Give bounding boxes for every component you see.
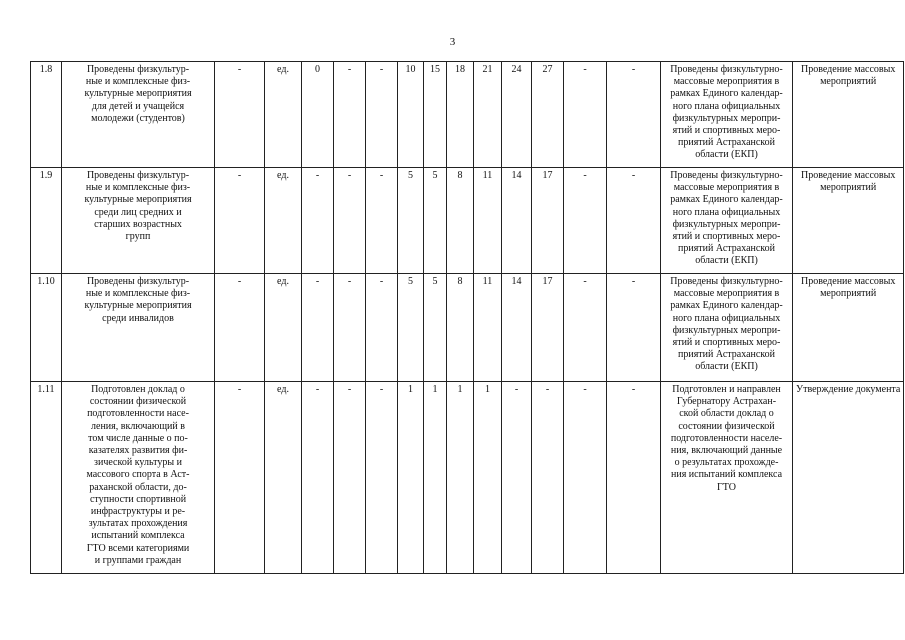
cell-unit: ед.: [265, 168, 302, 274]
cell-value: 1: [447, 382, 474, 574]
cell-value: 1: [474, 382, 502, 574]
cell-value: 0: [302, 62, 334, 168]
cell-value: -: [334, 274, 366, 382]
cell-value: 5: [424, 274, 447, 382]
cell-value: 14: [502, 168, 532, 274]
cell-value: 5: [398, 274, 424, 382]
cell-value: 8: [447, 274, 474, 382]
cell-value: -: [215, 168, 265, 274]
cell-value: 21: [474, 62, 502, 168]
cell-value: -: [366, 274, 398, 382]
cell-value: -: [334, 168, 366, 274]
table-row: [31, 382, 904, 574]
row-description: Проведены физкультур- ные и комплексные физ- культурные мероприятия для детей и учащейся молодежи (студентов): [62, 62, 215, 168]
cell-value: -: [564, 62, 607, 168]
row-number: 1.10: [31, 274, 62, 382]
cell-value: -: [334, 382, 366, 574]
cell-value: 15: [424, 62, 447, 168]
cell-value: 14: [502, 274, 532, 382]
cell-value: -: [302, 382, 334, 574]
table-row: [31, 62, 904, 168]
row-result: Проведены физкультурно- массовые мероприятия в рамках Единого календар- ного плана официальных физкультурных меропри- ятий и спортивных меро- приятий Астраханской области (ЕКП): [661, 274, 793, 382]
cell-value: -: [302, 274, 334, 382]
cell-value: -: [564, 274, 607, 382]
row-result: Подготовлен и направлен Губернатору Астрахан- ской области доклад о состоянии физической подготовленности населе- ния, включающий данные о результатах прохожде- ния испытаний комплекса ГТО: [661, 382, 793, 574]
cell-value: -: [607, 274, 661, 382]
cell-value: 17: [532, 274, 564, 382]
row-number: 1.8: [31, 62, 62, 168]
cell-value: 1: [424, 382, 447, 574]
row-number: 1.9: [31, 168, 62, 274]
cell-value: -: [607, 62, 661, 168]
cell-value: -: [334, 62, 366, 168]
cell-value: -: [607, 382, 661, 574]
cell-value: -: [215, 382, 265, 574]
cell-unit: ед.: [265, 382, 302, 574]
plan-table: [30, 61, 904, 574]
cell-value: 18: [447, 62, 474, 168]
cell-unit: ед.: [265, 62, 302, 168]
cell-value: 5: [398, 168, 424, 274]
cell-value: -: [564, 382, 607, 574]
table-row: [31, 168, 904, 274]
row-number: 1.11: [31, 382, 62, 574]
cell-value: 1: [398, 382, 424, 574]
row-description: Проведены физкультур- ные и комплексные физ- культурные мероприятия среди инвалидов: [62, 274, 215, 382]
cell-value: -: [366, 382, 398, 574]
cell-value: -: [502, 382, 532, 574]
cell-value: 27: [532, 62, 564, 168]
cell-value: 17: [532, 168, 564, 274]
cell-value: -: [366, 168, 398, 274]
cell-value: 24: [502, 62, 532, 168]
table-body: [31, 62, 904, 574]
row-result: Проведены физкультурно- массовые мероприятия в рамках Единого календар- ного плана официальных физкультурных меропри- ятий и спортивных меро- приятий Астраханской области (ЕКП): [661, 62, 793, 168]
cell-value: 11: [474, 274, 502, 382]
row-description: Подготовлен доклад о состоянии физической подготовленности насе- ления, включающий в том числе данные о по- казателях развития фи- зической культуры и массового спорта в Аст- раханской области, до- ступности спортивной инфраструктуры и ре- зультатах прохождения испытаний комплекса ГТО всеми категориями и группами граждан: [62, 382, 215, 574]
cell-value: 11: [474, 168, 502, 274]
row-action: Проведение массовых мероприятий: [793, 274, 904, 382]
cell-value: 8: [447, 168, 474, 274]
table-row: [31, 274, 904, 382]
row-action: Проведение массовых мероприятий: [793, 62, 904, 168]
cell-value: -: [215, 274, 265, 382]
cell-value: -: [607, 168, 661, 274]
cell-value: -: [532, 382, 564, 574]
cell-unit: ед.: [265, 274, 302, 382]
page-number: 3: [449, 36, 456, 48]
cell-value: -: [302, 168, 334, 274]
cell-value: -: [564, 168, 607, 274]
cell-value: 10: [398, 62, 424, 168]
row-action: Проведение массовых мероприятий: [793, 168, 904, 274]
row-description: Проведены физкультур- ные и комплексные физ- культурные мероприятия среди лиц средних и старших возрастных групп: [62, 168, 215, 274]
cell-value: -: [366, 62, 398, 168]
row-result: Проведены физкультурно- массовые мероприятия в рамках Единого календар- ного плана официальных физкультурных меропри- ятий и спортивных меро- приятий Астраханской области (ЕКП): [661, 168, 793, 274]
cell-value: -: [215, 62, 265, 168]
cell-value: 5: [424, 168, 447, 274]
row-action: Утверждение документа: [793, 382, 904, 574]
